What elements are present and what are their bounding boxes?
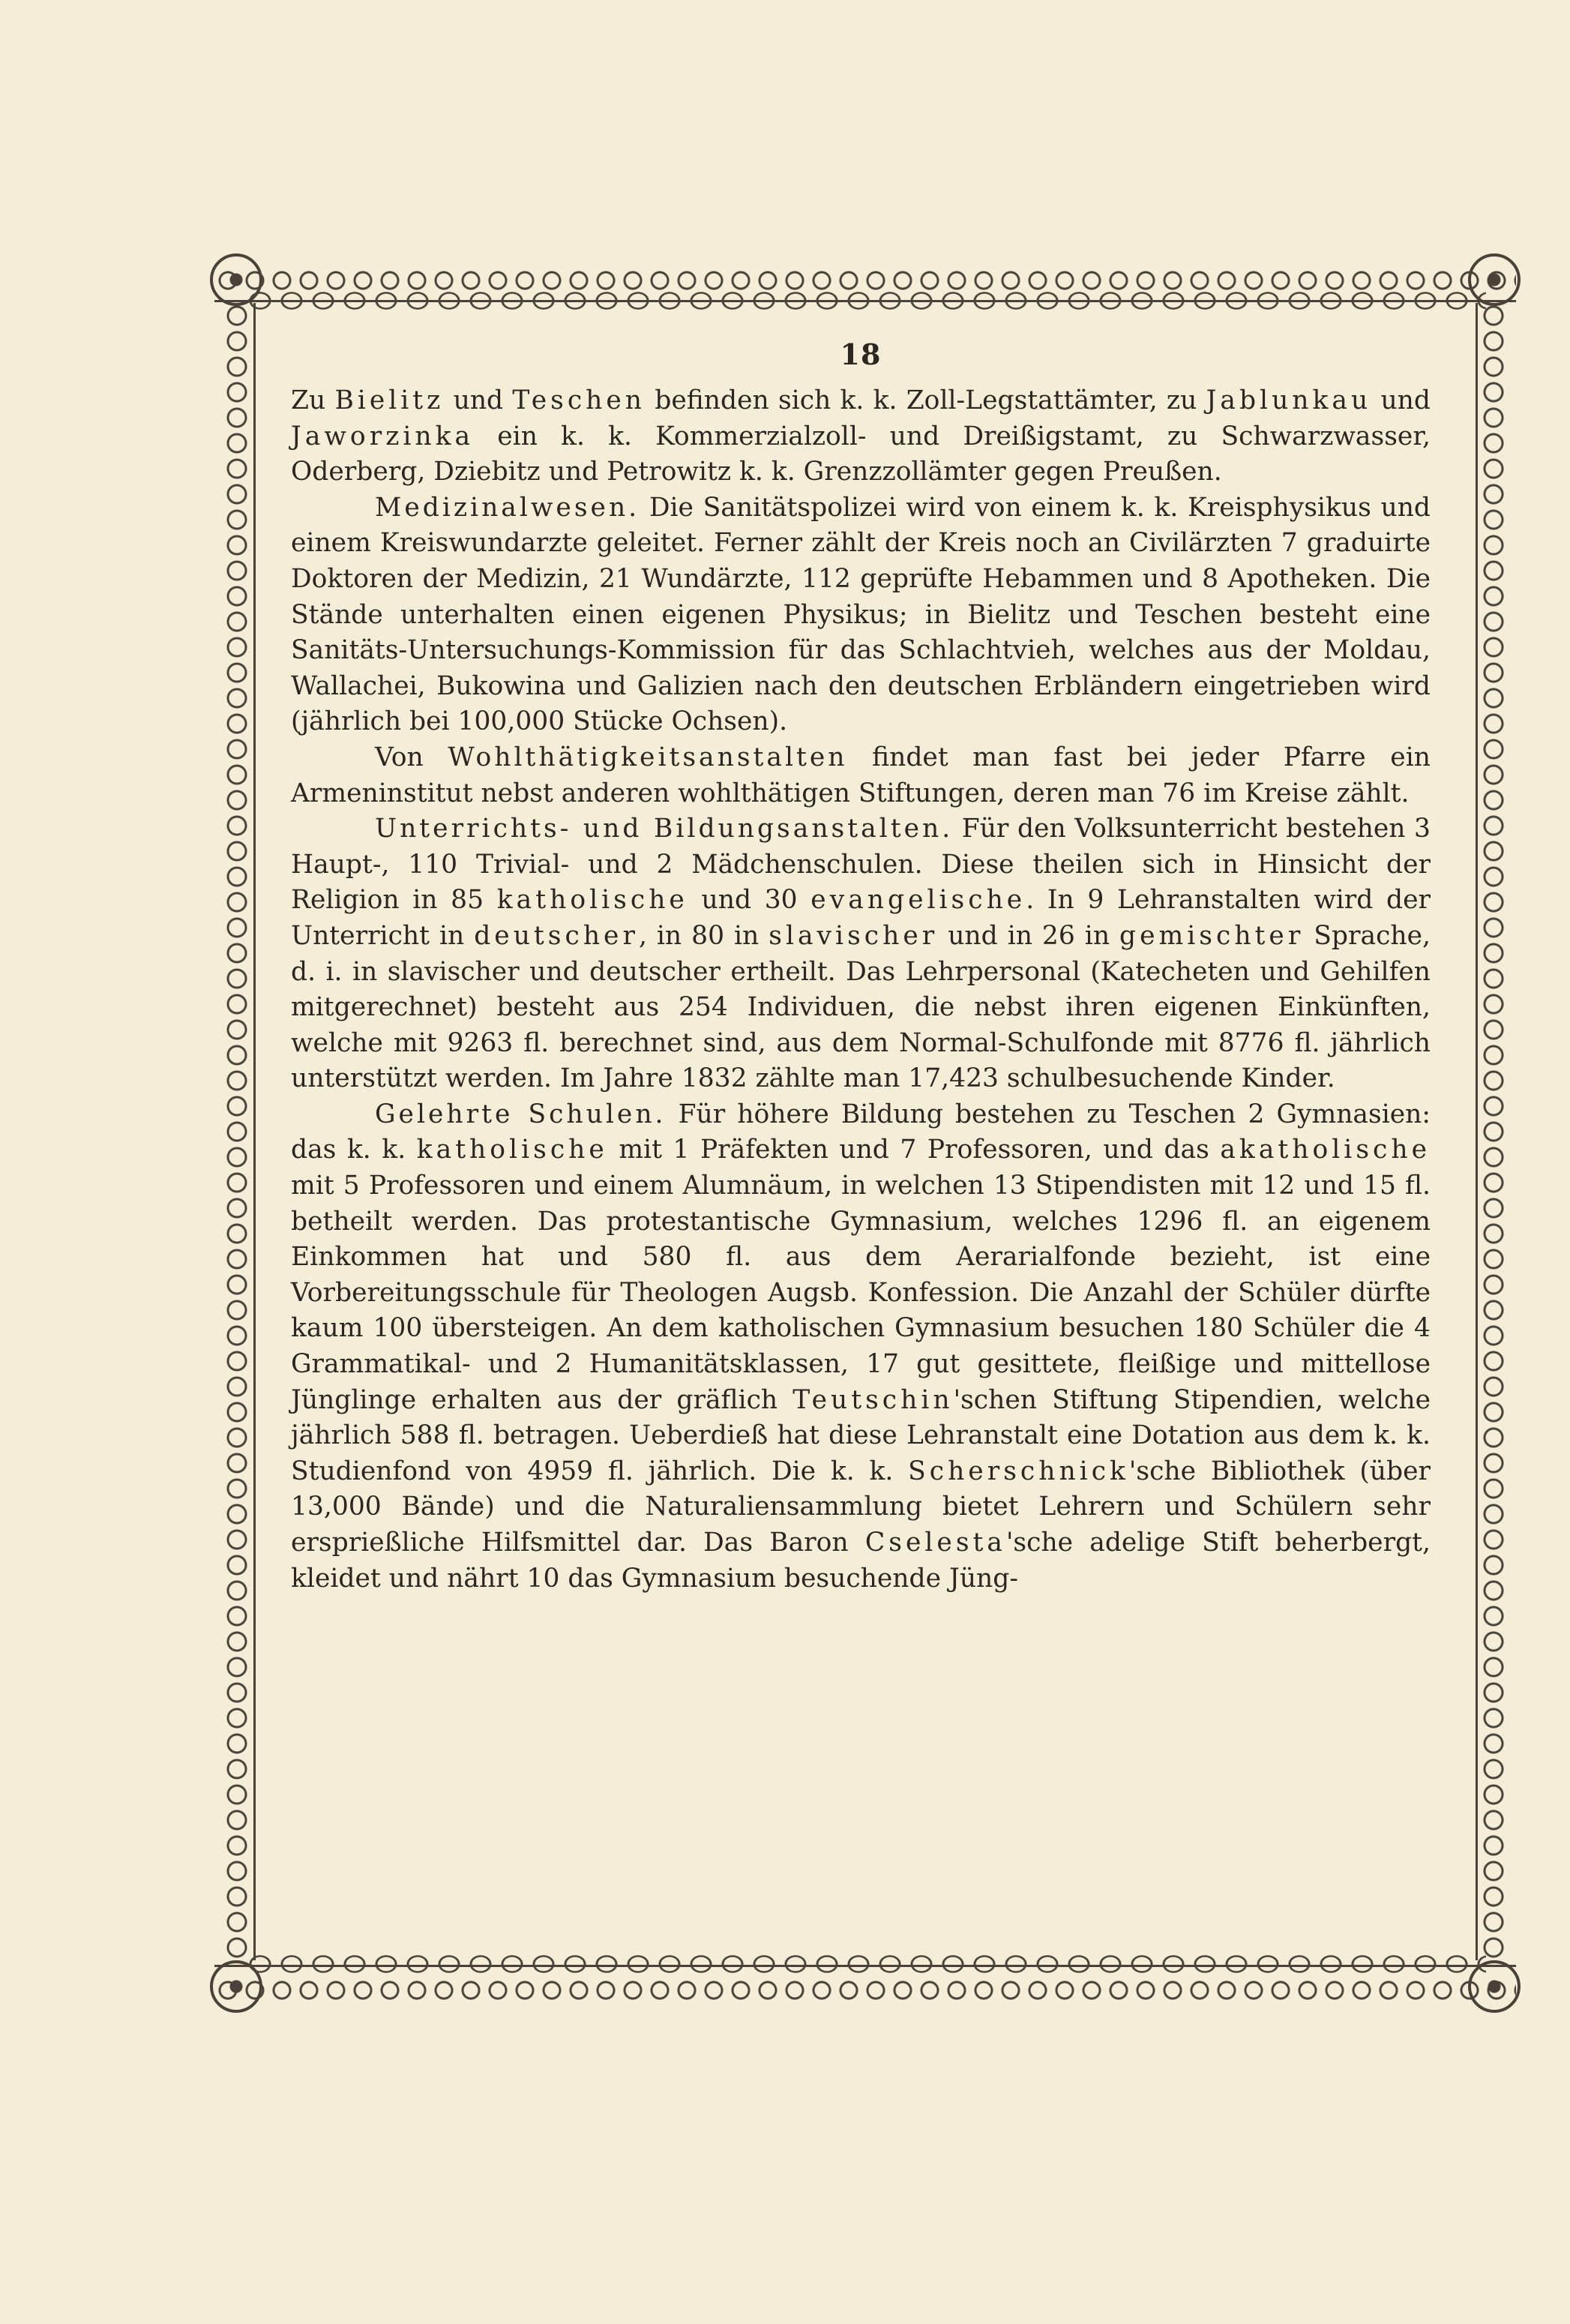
section-heading: Gelehrte Schulen. [375, 1099, 667, 1129]
place-name: Jaworzinka [291, 421, 475, 451]
text-run: mit 1 Präfekten und 7 Professoren, und das [607, 1135, 1221, 1165]
emphasis: Teutschin [792, 1384, 954, 1415]
corner-ornament-icon [210, 253, 262, 306]
place-name: Teschen [512, 385, 646, 415]
section-heading: Medizinalwesen. [375, 492, 640, 523]
paragraph-schools [291, 1097, 1431, 1597]
text-run: 'sche adelige Stift beherbergt, kleidet und nährt 10 das Gymnasium besuchende Jüng- [291, 1528, 1431, 1594]
section-heading: Wohlthätigkeitsanstalten [448, 742, 848, 772]
text-run: Für höhere Bildung bestehen zu Teschen 2 Gymnasien: das k. k. [291, 1099, 1431, 1165]
text-run: . In 9 Lehranstalten wird der Unterricht in [291, 885, 1431, 951]
emphasis: Scherschnick [908, 1456, 1129, 1486]
emphasis: evangelische [810, 885, 1026, 916]
text-run: und 30 [688, 885, 811, 916]
text-run: Die Sanitätspolizei wird von einem k. k. Kreisphysikus und einem Kreiswundarzte geleitet. Ferner zählt der Kreis noch an Civilärzten 7 graduirte Doktoren der Medizin, 21 Wundärzte, 112 geprüfte Hebammen und 8 Apotheken. Die Stände unterhalten einen eigenen Physikus; in Bielitz und Teschen besteht eine Sanitäts-Untersuchungs-Kommission für das Schlachtvieh, welches aus der Moldau, Wallachei, Bukowina und Galizien nach den deutschen Erbländern eingetrieben wird (jährlich bei 100,000 Stücke Ochsen). [291, 492, 1431, 737]
place-name: Bielitz [334, 385, 445, 415]
text-run: und [444, 385, 513, 415]
corner-ornament-icon [210, 1960, 262, 2013]
emphasis: katholische [416, 1135, 608, 1165]
page-content [291, 337, 1431, 1597]
text-run: Sprache, d. i. in slavischer und deutscher ertheilt. Das Lehrpersonal (Katecheten und Gehilfen mitgerechnet) besteht aus 254 Individuen, die nebst ihren eigenen Einkünften, welche mit 9263 fl. berechnet sind, aus dem Normal-Schulfonde mit 8776 fl. jährlich unterstützt werden. Im Jahre 1832 zählte man 17,423 schulbesuchende Kinder. [291, 920, 1431, 1094]
border-top-inner-ornament [244, 288, 1486, 313]
border-bottom-inner-ornament [244, 1951, 1486, 1977]
text-run: und [1371, 385, 1431, 415]
section-heading: Unterrichts- und Bildungsanstalten. [375, 814, 954, 844]
text-run: befinden sich k. k. Zoll-Legstattämter, zu [646, 385, 1206, 415]
text-run: Zu [291, 385, 335, 415]
paragraph-education [291, 811, 1431, 1097]
paragraph-customs [291, 383, 1431, 490]
text-run: mit 5 Professoren und einem Alumnäum, in welchen 13 Stipendisten mit 12 und 15 fl. betheilt werden. Das protestantische Gymnasium, welches 1296 fl. an eigenem Einkommen hat und 580 fl. aus dem Aerarialfonde bezieht, ist eine Vorbereitungsschule für Theologen Augsb. Konfession. Die Anzahl der Schüler dürfte kaum 100 übersteigen. An dem katholischen Gymnasium besuchen 180 Schüler die 4 Grammatikal- und 2 Humanitätsklassen, 17 gut gesittete, fleißige und mittellose Jünglinge erhalten aus der gräflich [291, 1171, 1431, 1415]
paragraph-medical [291, 490, 1431, 740]
border-left-ornament [214, 303, 259, 1960]
text-run: Für den Volksunterricht bestehen 3 Haupt-, 110 Trivial- und 2 Mädchenschulen. Diese theilen sich in Hinsicht der Religion in 85 [291, 814, 1431, 916]
emphasis: gemischter [1119, 920, 1305, 951]
text-run: , in 80 in [638, 920, 769, 951]
text-run: und in 26 in [938, 920, 1120, 951]
paragraph-charity [291, 740, 1431, 811]
text-run: 'schen Stiftung Stipendien, welche jährlich 588 fl. betragen. Ueberdieß hat diese Lehranstalt eine Dotation aus dem k. k. Studienfond von 4959 fl. jährlich. Die k. k. [291, 1384, 1431, 1486]
corner-ornament-icon [1468, 253, 1521, 306]
emphasis: deutscher [474, 920, 639, 951]
text-run: findet man fast bei jeder Pfarre ein Armeninstitut nebst anderen wohlthätigen Stiftungen, deren man 76 im Kreise zählt. [291, 742, 1431, 808]
emphasis: katholische [496, 885, 688, 916]
corner-ornament-icon [1468, 1960, 1521, 2013]
text-run: 'sche Bibliothek (über 13,000 Bände) und die Naturaliensammlung bietet Lehrern und Schülern sehr ersprießliche Hilfsmittel dar. Das Baron [291, 1456, 1431, 1558]
place-name: Jablunkau [1206, 385, 1372, 415]
border-right-ornament [1471, 303, 1516, 1960]
page-number: 18 [840, 337, 882, 371]
text-run: ein k. k. Kommerzialzoll- und Dreißigstamt, zu Schwarzwasser, Oderberg, Dziebitz und Petrowitz k. k. Grenzzollämter gegen Preußen. [291, 421, 1431, 487]
emphasis: akatholische [1220, 1135, 1431, 1165]
emphasis: slavischer [769, 920, 939, 951]
emphasis: Cselesta [864, 1528, 1006, 1558]
text-run: Von [375, 742, 448, 772]
